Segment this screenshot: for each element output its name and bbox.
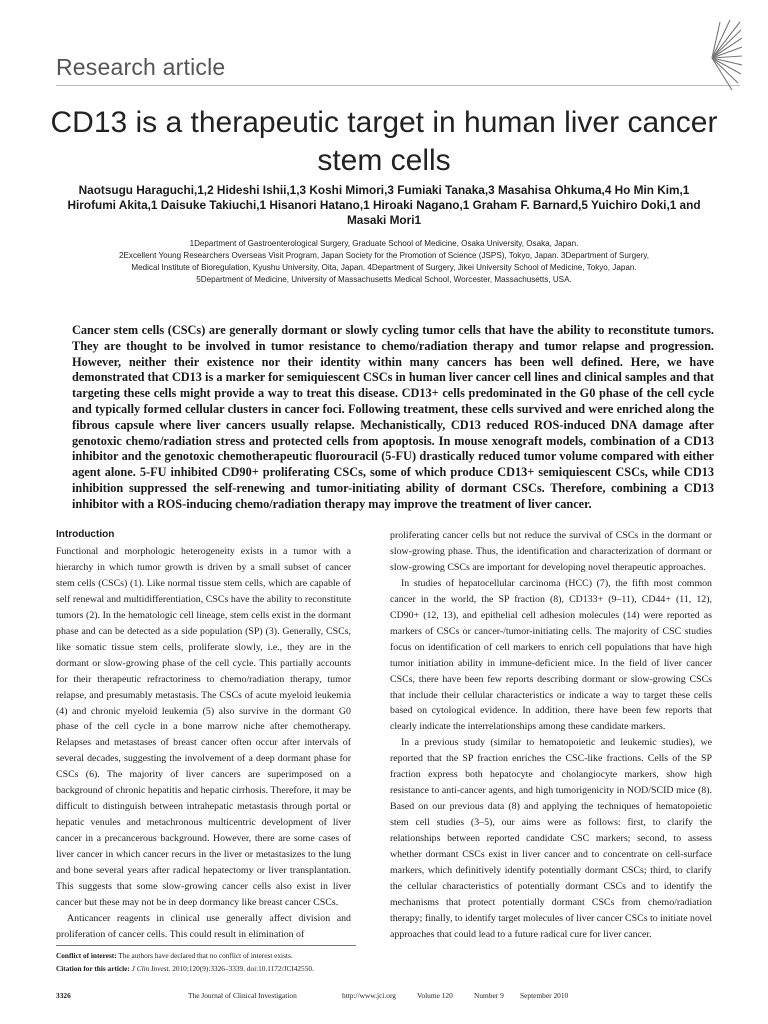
volume: Volume 120 [417, 991, 453, 1000]
conflict-text: The authors have declared that no conflict of interest exists. [118, 951, 293, 960]
body-paragraph: Functional and morphologic heterogeneity exists in a tumor with a hierarchy in which tumor growth is driven by a small subset of cancer stem cells (CSCs) (1). Like normal tissue stem cells, which are capable of self renewal and multidifferentiation, CSCs have the ability to reconstitute tumors (2). In the hematologic cell lineage, stem cells exist in the dormant phase and can be detected as a side population (SP) (3). Generally, CSCs, like somatic tissue stem cells, proliferate slowly, i.e., they are in the dormant or slow-growing phase of the cell cycle. This partially accounts for their therapeutic refractoriness to chemo/radiation therapy, tumor relapse, and presumably metastasis. The CSCs of acute myeloid leukemia (4) and chronic myeloid leukemia (5) also survive in the dormant G0 phase of the cell cycle in a bone marrow niche after chemotherapy. Relapses and metastases of breast cancer often occur after intervals of several decades, suggesting the involvement of a deep dormant phase for CSCs (6). The majority of liver cancers are superimposed on a background of chronic hepatitis and hepatic cirrhosis. Therefore, it may be difficult to distinguish between intrahepatic metastasis through portal or hepatic venules and metachronous multicentric development of liver cancer in a precancerous background. However, there are some cases of liver cancer in which cancer recurs in the liver or metastasizes to the lung and bone several years after radical hepatectomy or liver transplantation. This suggests that some slow-growing cancer cells also exist in liver cancer but these may not be in deep dormancy like breast cancer CSCs. [56, 546, 351, 908]
affiliation-line: 2Excellent Young Researchers Overseas Visit Program, Japan Society for the Promotion of Science (JSPS), Tokyo, Japan. 3Department of Surgery, [119, 251, 649, 260]
body-column-right [390, 528, 712, 943]
citation-journal: J Clin Invest. [131, 964, 171, 973]
journal-name: The Journal of Clinical Investigation [188, 991, 297, 1000]
journal-logo-icon [682, 20, 742, 92]
body-paragraph: In studies of hepatocellular carcinoma (HCC) (7), the fifth most common cancer in the world, the SP fraction (8), CD133+ (9–11), CD44+ (11, 12), CD90+ (12, 13), and epithelial cell adhesion molecules (14) were reported as markers of CSCs or cancer-/tumor-initiating cells. The majority of CSC studies focus on identification of cell markers to enrich cell populations that have high tumor initiation ability in immune-deficient mice. In the field of liver cancer CSCs, there have been few reports describing dormant or slow-growing CSCs that include their cellular characteristics or indicate a way to target these cells based on cytological evidence. In addition, there have been few reports that clearly indicate the interrelationships among these candidate markers. [390, 577, 712, 733]
author-list: Naotsugu Haraguchi,1,2 Hideshi Ishii,1,3 Koshi Mimori,3 Fumiaki Tanaka,3 Masahisa Ohkuma,4 Ho Min Kim,1 Hirofumi Akita,1 Daisuke Takiuchi,1 Hisanori Hatano,1 Hiroaki Nagano,1 Graham F. Barnard,5 Yuichiro Doki,1 and Masaki Mori1 [67, 183, 701, 227]
body-paragraph: Anticancer reagents in clinical use generally affect division and proliferation of cancer cells. This could result in elimination of [56, 912, 351, 940]
header-rule [56, 85, 740, 86]
article-title: CD13 is a therapeutic target in human liver cancer stem cells [50, 106, 718, 177]
issue-date: September 2010 [520, 991, 569, 1000]
body-column-left [56, 528, 351, 943]
section-label: Research article [56, 54, 226, 80]
abstract-text: Cancer stem cells (CSCs) are generally dormant or slowly cycling tumor cells that have the ability to reconstitute tumors. They are thought to be involved in tumor resistance to chemo/radiation therapy and tumor relapse and progression. However, neither their existence nor their identity within many cancers has been well defined. Here, we have demonstrated that CD13 is a marker for semiquiescent CSCs in human liver cancer cell lines and clinical samples and that targeting these cells might provide a way to treat this disease. CD13+ cells predominated in the G0 phase of the cell cycle and typically formed cellular clusters in cancer foci. Following treatment, these cells survived and were enriched along the fibrous capsule where liver cancers usually relapse. Mechanistically, CD13 reduced ROS-induced DNA damage after genotoxic chemo/radiation stress and protected cells from apoptosis. In mouse xenograft models, combination of a CD13 inhibitor and the genotoxic chemotherapeutic fluorouracil (5-FU) drastically reduced tumor volume compared with either agent alone. 5-FU inhibited CD90+ proliferating CSCs, some of which produce CD13+ semiquiescent CSCs, while CD13 inhibition suppressed the self-renewing and tumor-initiating ability of dormant CSCs. Therefore, combining a CD13 inhibitor with a ROS-inducing chemo/radiation therapy may improve the treatment of liver cancer. [72, 323, 714, 511]
body-paragraph: proliferating cancer cells but not reduce the survival of CSCs in the dormant or slow-growing phase. Thus, the identification and characterization of dormant or slow-growing CSCs are important for developing novel therapeutic approaches. [390, 530, 712, 573]
citation-label: Citation for this article: [56, 964, 130, 973]
journal-url: http://www.jci.org [342, 991, 396, 1000]
conflict-of-interest-note [56, 949, 356, 962]
affiliation-line: Medical Institute of Bioregulation, Kyushu University, Oita, Japan. 4Department of Surgery, Jikei University School of Medicine, Tokyo, Japan. [131, 263, 637, 272]
conflict-label: Conflict of interest: [56, 951, 117, 960]
citation-text: 2010;120(9):3326–3339. doi:10.1172/JCI42550. [172, 964, 314, 973]
affiliation-line: 5Department of Medicine, University of Massachusetts Medical School, Worcester, Massachusetts, USA. [196, 275, 572, 284]
issue-number: Number 9 [474, 991, 504, 1000]
abstract [72, 323, 714, 513]
citation-note [56, 962, 356, 975]
affiliations [60, 238, 708, 286]
body-paragraph: In a previous study (similar to hematopoietic and leukemic studies), we reported that the SP fraction enriches the CSC-like fractions. Cells of the SP fraction express both hepatocyte and cholangiocyte markers, show high resistance to anti-cancer agents, and high tumorigenicity in NOD/SCID mice (8). Based on our previous data (8) and applying the techniques of hematopoietic stem cell studies (3–5), our aims were as follows: first, to clarify the relationships between reported candidate CSC markers; second, to assess whether dormant CSCs exist in liver cancer and to concentrate on cell-surface markers, which definitively identify potentially dormant CSCs; third, to clarify the cellular characteristics of potentially dormant CSCs and to identify the mechanisms that protect potentially dormant CSCs from chemo/radiation therapy; finally, to identify target molecules of liver cancer CSCs to initiate novel approaches that could lead to a future radical cure for liver cancer. [390, 737, 712, 940]
footnotes [56, 945, 356, 975]
section-heading-introduction: Introduction [56, 529, 115, 540]
page-number: 3326 [56, 991, 71, 1000]
affiliation-line: 1Department of Gastroenterological Surgery, Graduate School of Medicine, Osaka University, Osaka, Japan. [189, 239, 579, 248]
